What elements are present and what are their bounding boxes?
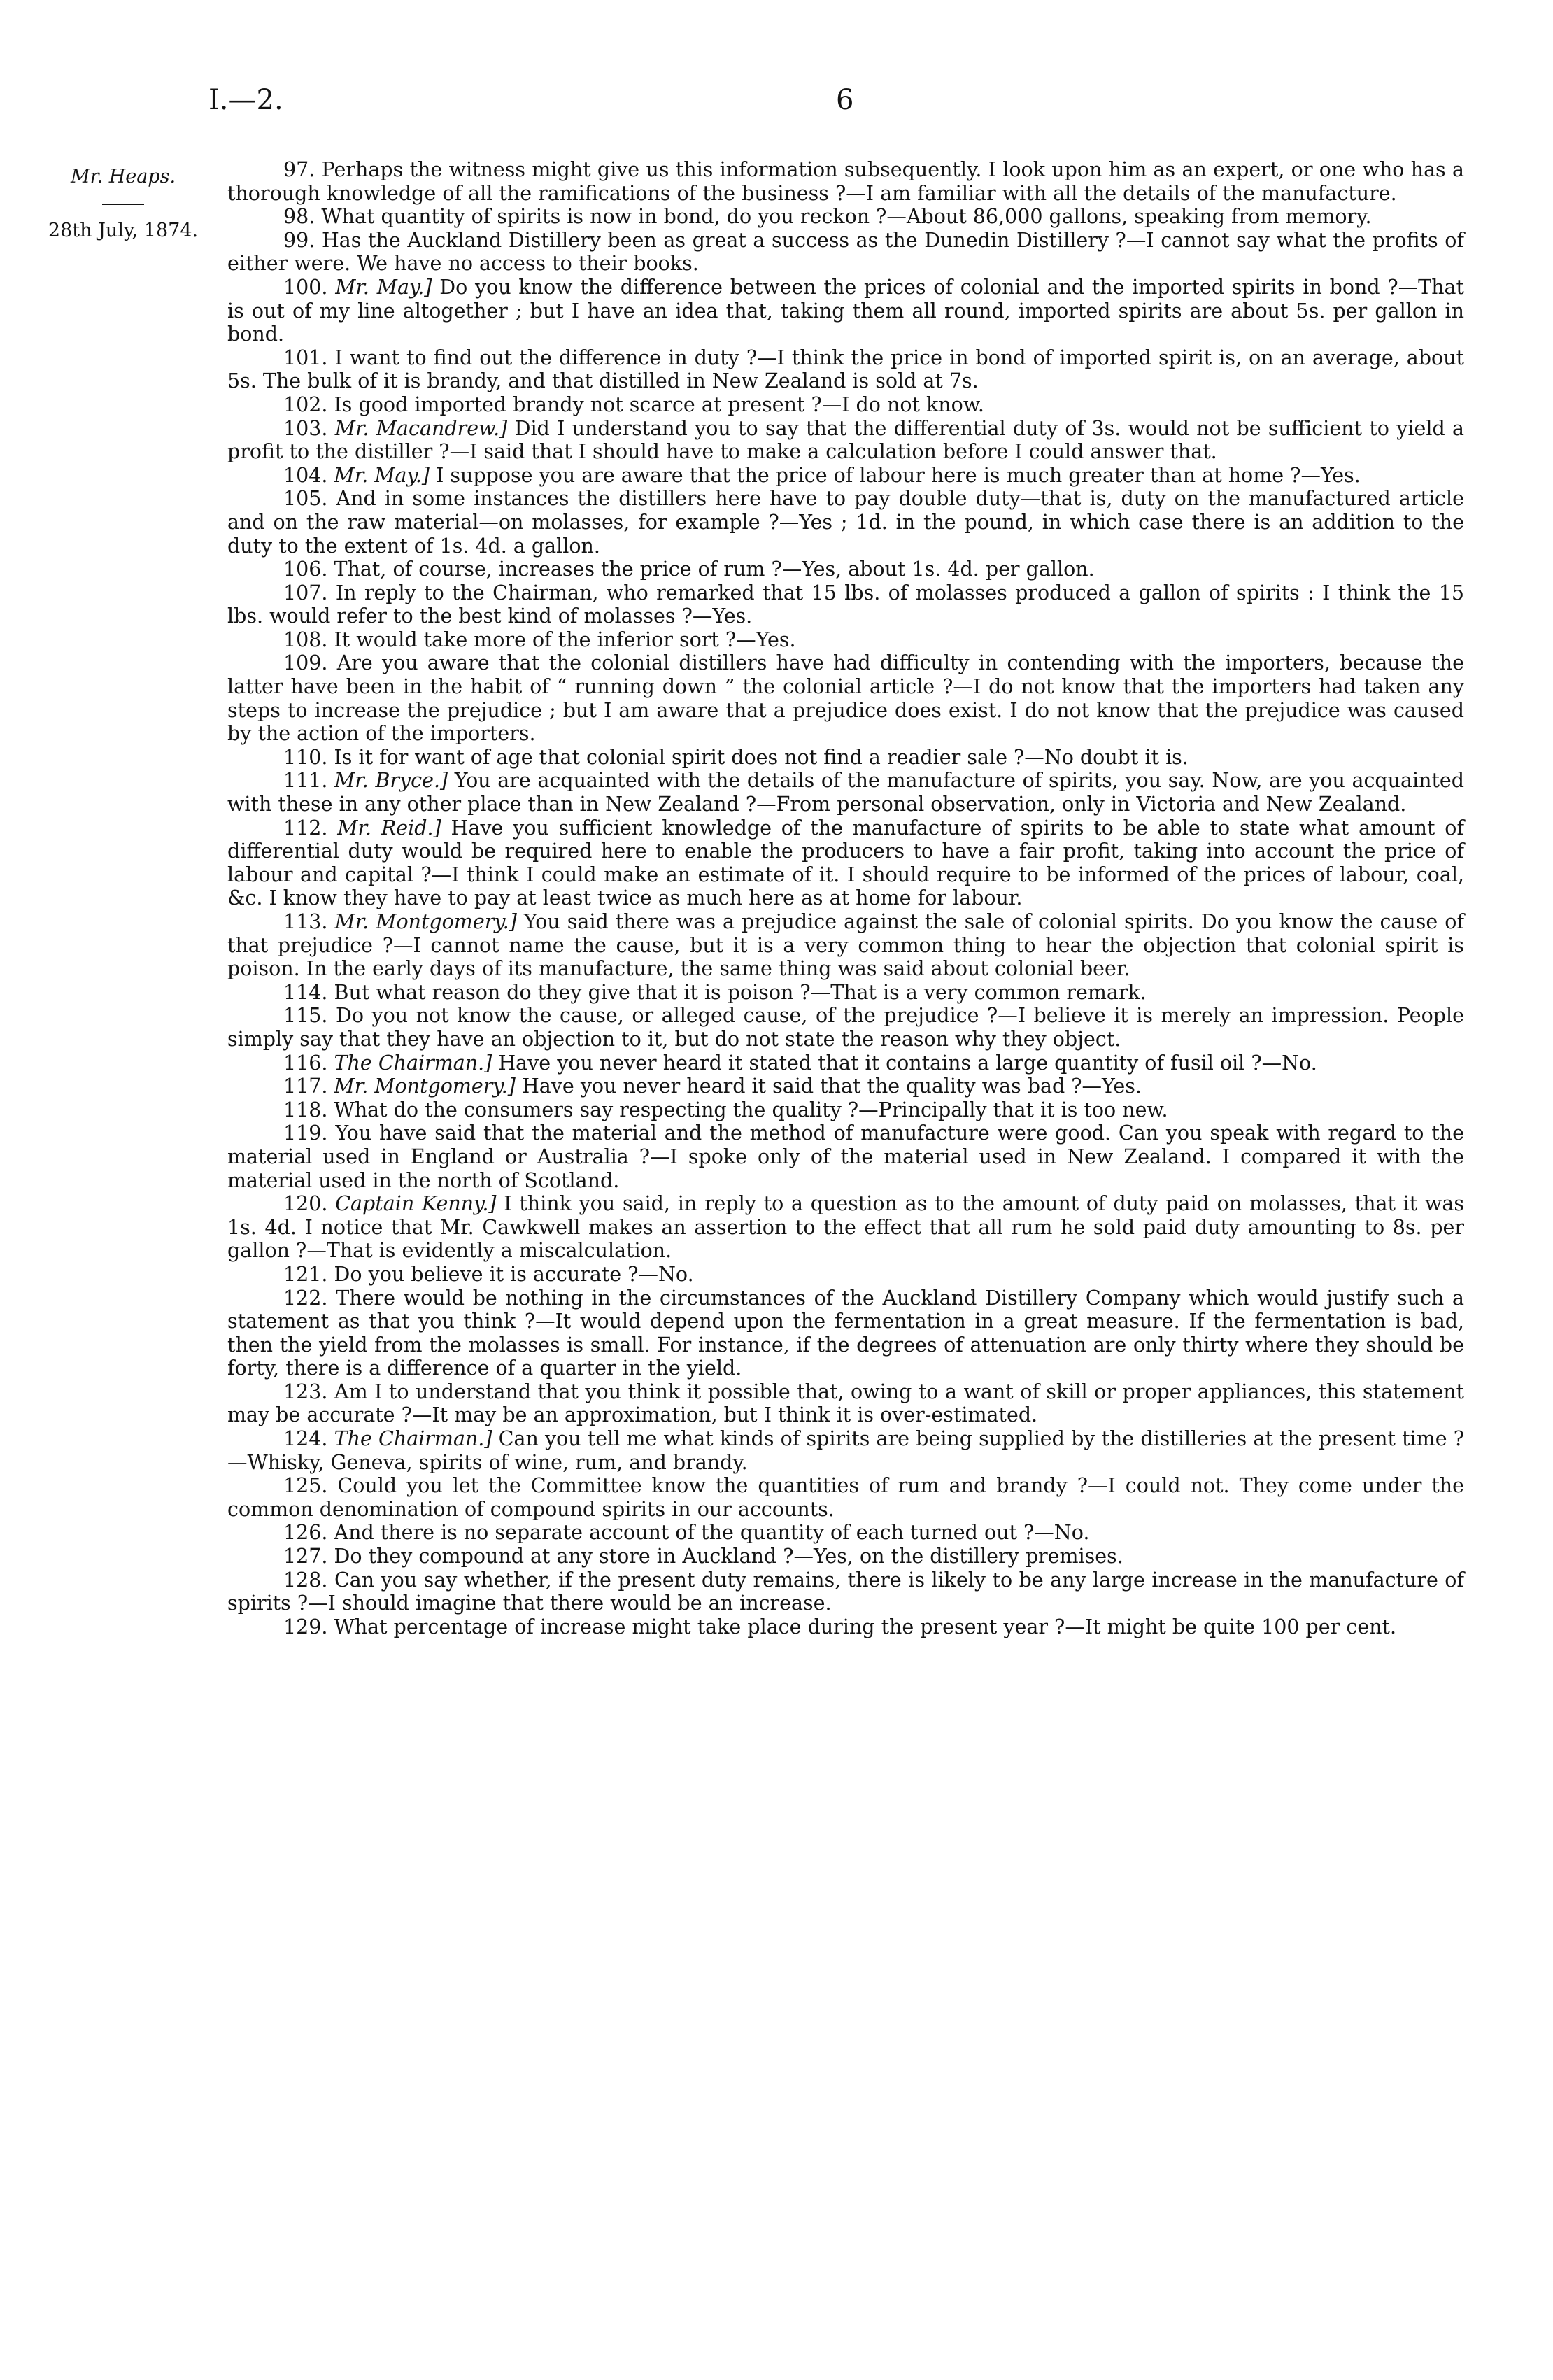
question-paragraph <box>227 1568 1464 1615</box>
speaker-name: The Chairman.] <box>334 1427 492 1451</box>
question-number: 119. <box>283 1121 328 1145</box>
question-number: 99. <box>283 228 315 252</box>
evidence-body <box>227 158 1464 1638</box>
question-text: What do the consumers say respecting the quality ?—Principally that it is too new. <box>334 1098 1168 1121</box>
question-paragraph <box>227 1427 1464 1474</box>
question-number: 102. <box>283 392 328 416</box>
question-number: 124. <box>283 1427 328 1451</box>
question-text: I suppose you are aware that the price of labour here is much greater than at home ?—Yes. <box>436 463 1361 487</box>
hearing-date: 28th July, 1874. <box>48 220 199 241</box>
question-text: And in some instances the distillers here have to pay double duty—that is, duty on the manufactured article and on the raw material—on molasses, for example ?—Yes ; 1d. in the pound, in which case there is an addition to the duty to the extent of 1s. 4d. a gallon. <box>227 487 1464 558</box>
question-text: Have you sufficient knowledge of the manufacture of spirits to be able to state what amount of differential duty would be required here to enable the producers to have a fair profit, taking into account the price of labour and capital ?—I think I could make an estimate of it. I should require to be informed of the prices of labour, coal, &c. I know they have to pay at least twice as much here as at home for labour. <box>227 816 1464 910</box>
question-text: You said there was a prejudice against the sale of colonial spirits. Do you know the cause of that prejudice ?—I cannot name the cause, but it is a very common thing to hear the objection that colonial spirit is poison. In the early days of its manufacture, the same thing was said about colonial beer. <box>227 910 1465 981</box>
question-paragraph <box>227 1075 1464 1098</box>
speaker-name: The Chairman.] <box>334 1051 492 1075</box>
question-paragraph <box>227 1615 1464 1639</box>
question-paragraph <box>227 558 1464 581</box>
question-paragraph <box>227 651 1464 745</box>
question-number: 100. <box>283 275 328 299</box>
question-number: 98. <box>283 205 315 229</box>
question-paragraph <box>227 276 1464 346</box>
question-text: Are you aware that the colonial distillers have had difficulty in contending with the importers, because the latter have been in the habit of “ running down ” the colonial article ?—I do not know that the importers had taken any steps to increase the prejudice ; but I am aware that a prejudice does exist. I do not know that the prejudice was caused by the action of the importers. <box>227 651 1465 746</box>
question-number: 126. <box>283 1521 328 1545</box>
question-text: And there is no separate account of the quantity of each turned out ?—No. <box>334 1521 1090 1545</box>
question-paragraph <box>227 205 1464 229</box>
question-text: Do you know the difference between the prices of colonial and the imported spirits in bond ?—That is out of my line altogether ; but I have an idea that, taking them all round, imported spirits are about 5s. per gallon in bond. <box>227 275 1464 346</box>
question-number: 127. <box>283 1545 328 1568</box>
question-number: 128. <box>283 1568 328 1592</box>
question-paragraph <box>227 1121 1464 1192</box>
question-text: There would be nothing in the circumstances of the Auckland Distillery Company which would justify such a statement as that you think ?—It would depend upon the fermentation in a great measure. If the fermentation is bad, then the yield from the molasses is small. For instance, if the degrees of attenuation are only thirty where they should be forty, there is a difference of a quarter in the yield. <box>227 1286 1464 1380</box>
question-paragraph <box>227 487 1464 558</box>
question-number: 109. <box>283 651 328 675</box>
question-paragraph <box>227 981 1464 1005</box>
witness-name: Mr. Heaps. <box>70 166 176 187</box>
question-number: 113. <box>283 910 328 933</box>
question-paragraph <box>227 393 1464 417</box>
question-number: 122. <box>283 1286 328 1310</box>
question-number: 104. <box>283 463 328 487</box>
question-text: Do you not know the cause, or alleged cause, of the prejudice ?—I believe it is merely an impression. People simply say that they have an objection to it, but do not state the reason why they object. <box>227 1004 1464 1051</box>
question-number: 108. <box>283 628 328 651</box>
question-text: You are acquainted with the details of the manufacture of spirits, you say. Now, are you acquainted with these in any other place than in New Zealand ?—From personal observation, only in Victoria and New Zealand. <box>227 769 1465 816</box>
question-text: Do they compound at any store in Auckland ?—Yes, on the distillery premises. <box>334 1545 1123 1568</box>
question-text: Have you never heard it said that the quality was bad ?—Yes. <box>521 1075 1142 1098</box>
question-text: Is it for want of age that colonial spirit does not find a readier sale ?—No doubt it is. <box>334 745 1189 769</box>
question-text: You have said that the material and the method of manufacture were good. Can you speak with regard to the material used in England or Australia ?—I spoke only of the material used in New Zealand. I compared it with the material used in the north of Scotland. <box>227 1121 1464 1192</box>
question-number: 103. <box>283 416 328 440</box>
question-text: In reply to the Chairman, who remarked that 15 lbs. of molasses produced a gallon of spirits : I think the 15 lbs. would refer to the best kind of molasses ?—Yes. <box>227 581 1464 628</box>
question-paragraph <box>227 417 1464 464</box>
question-text: Can you say whether, if the present duty remains, there is likely to be any large increase in the manufacture of spirits ?—I should imagine that there would be an increase. <box>227 1568 1464 1615</box>
question-paragraph <box>227 1051 1464 1075</box>
question-paragraph <box>227 769 1464 816</box>
margin-divider <box>102 204 144 205</box>
question-number: 106. <box>283 558 328 581</box>
question-number: 129. <box>283 1615 328 1638</box>
question-text: I think you said, in reply to a question as to the amount of duty paid on molasses, that it was 1s. 4d. I notice that Mr. Cawkwell makes an assertion to the effect that all rum he sold paid duty amounting to 8s. per gallon ?—That is evidently a miscalculation. <box>227 1192 1464 1263</box>
question-number: 101. <box>283 346 328 369</box>
question-text: Did I understand you to say that the differential duty of 3s. would not be sufficient to yield a profit to the distiller ?—I said that I should have to make a calculation before I could answer that. <box>227 416 1465 464</box>
question-number: 123. <box>283 1380 328 1403</box>
question-text: Could you let the Committee know the quantities of rum and brandy ?—I could not. They come under the common denomination of compound spirits in our accounts. <box>227 1474 1465 1521</box>
question-paragraph <box>227 1380 1464 1427</box>
question-number: 112. <box>283 816 328 840</box>
question-text: What quantity of spirits is now in bond, do you reckon ?—About 86,000 gallons, speaking from memory. <box>321 205 1372 229</box>
question-paragraph <box>227 628 1464 652</box>
question-paragraph <box>227 1545 1464 1568</box>
question-text: Has the Auckland Distillery been as great a success as the Dunedin Distillery ?—I cannot say what the profits of either were. We have no access to their books. <box>227 228 1464 276</box>
question-paragraph <box>227 1192 1464 1263</box>
question-number: 107. <box>283 581 328 604</box>
question-number: 118. <box>283 1098 328 1121</box>
question-paragraph <box>227 746 1464 770</box>
question-paragraph <box>227 816 1464 910</box>
question-paragraph <box>227 1098 1464 1122</box>
question-text: That, of course, increases the price of rum ?—Yes, about 1s. 4d. per gallon. <box>334 558 1095 581</box>
question-paragraph <box>227 1474 1464 1521</box>
speaker-name: Mr. Bryce.] <box>334 769 448 793</box>
question-paragraph <box>227 346 1464 393</box>
speaker-name: Mr. Reid.] <box>337 816 441 840</box>
question-text: Do you believe it is accurate ?—No. <box>334 1262 694 1286</box>
question-paragraph <box>227 581 1464 628</box>
question-text: It would take more of the inferior sort ?—Yes. <box>334 628 796 651</box>
question-paragraph <box>227 1004 1464 1051</box>
speaker-name: Mr. May.] <box>334 463 430 487</box>
speaker-name: Mr. Macandrew.] <box>334 416 508 440</box>
margin-note <box>35 162 211 245</box>
question-paragraph <box>227 158 1464 205</box>
question-paragraph <box>227 910 1464 981</box>
speaker-name: Mr. Montgomery.] <box>334 1075 516 1098</box>
question-paragraph <box>227 229 1464 276</box>
question-paragraph <box>227 1263 1464 1287</box>
question-number: 125. <box>283 1474 328 1498</box>
question-text: Can you tell me what kinds of spirits are being supplied by the distilleries at the present time ?—Whisky, Geneva, spirits of wine, rum, and brandy. <box>227 1427 1465 1474</box>
question-paragraph <box>227 1287 1464 1380</box>
question-number: 121. <box>283 1262 328 1286</box>
question-text: Perhaps the witness might give us this information subsequently. I look upon him as an expert, or one who has a thorough knowledge of all the ramifications of the business ?—I am familiar with all the details of the manufacture. <box>227 158 1465 205</box>
question-text: Have you never heard it stated that it contains a large quantity of fusil oil ?—No. <box>498 1051 1317 1075</box>
speaker-name: Captain Kenny.] <box>335 1192 497 1216</box>
question-number: 105. <box>283 487 328 511</box>
question-number: 120. <box>283 1192 328 1216</box>
question-number: 116. <box>283 1051 328 1075</box>
question-text: Am I to understand that you think it possible that, owing to a want of skill or proper appliances, this statement may be accurate ?—It may be an approximation, but I think it is over-estimated. <box>227 1380 1465 1427</box>
question-number: 110. <box>283 745 328 769</box>
question-text: I want to find out the difference in duty ?—I think the price in bond of imported spirit is, on an average, about 5s. The bulk of it is brandy, and that distilled in New Zealand is sold at 7s. <box>227 346 1464 393</box>
paper-code: I.—2. <box>208 84 283 116</box>
question-number: 117. <box>283 1075 328 1098</box>
speaker-name: Mr. May.] <box>335 275 432 299</box>
speaker-name: Mr. Montgomery.] <box>334 910 517 933</box>
question-paragraph <box>227 464 1464 488</box>
question-paragraph <box>227 1521 1464 1545</box>
question-number: 97. <box>283 158 315 181</box>
question-number: 115. <box>283 1004 328 1028</box>
question-number: 111. <box>283 769 328 793</box>
question-text: Is good imported brandy not scarce at present ?—I do not know. <box>334 392 984 416</box>
question-text: What percentage of increase might take place during the present year ?—It might be quite 100 per cent. <box>334 1615 1397 1638</box>
question-text: But what reason do they give that it is poison ?—That is a very common remark. <box>334 980 1147 1004</box>
page-number: 6 <box>836 84 854 116</box>
question-number: 114. <box>283 980 328 1004</box>
